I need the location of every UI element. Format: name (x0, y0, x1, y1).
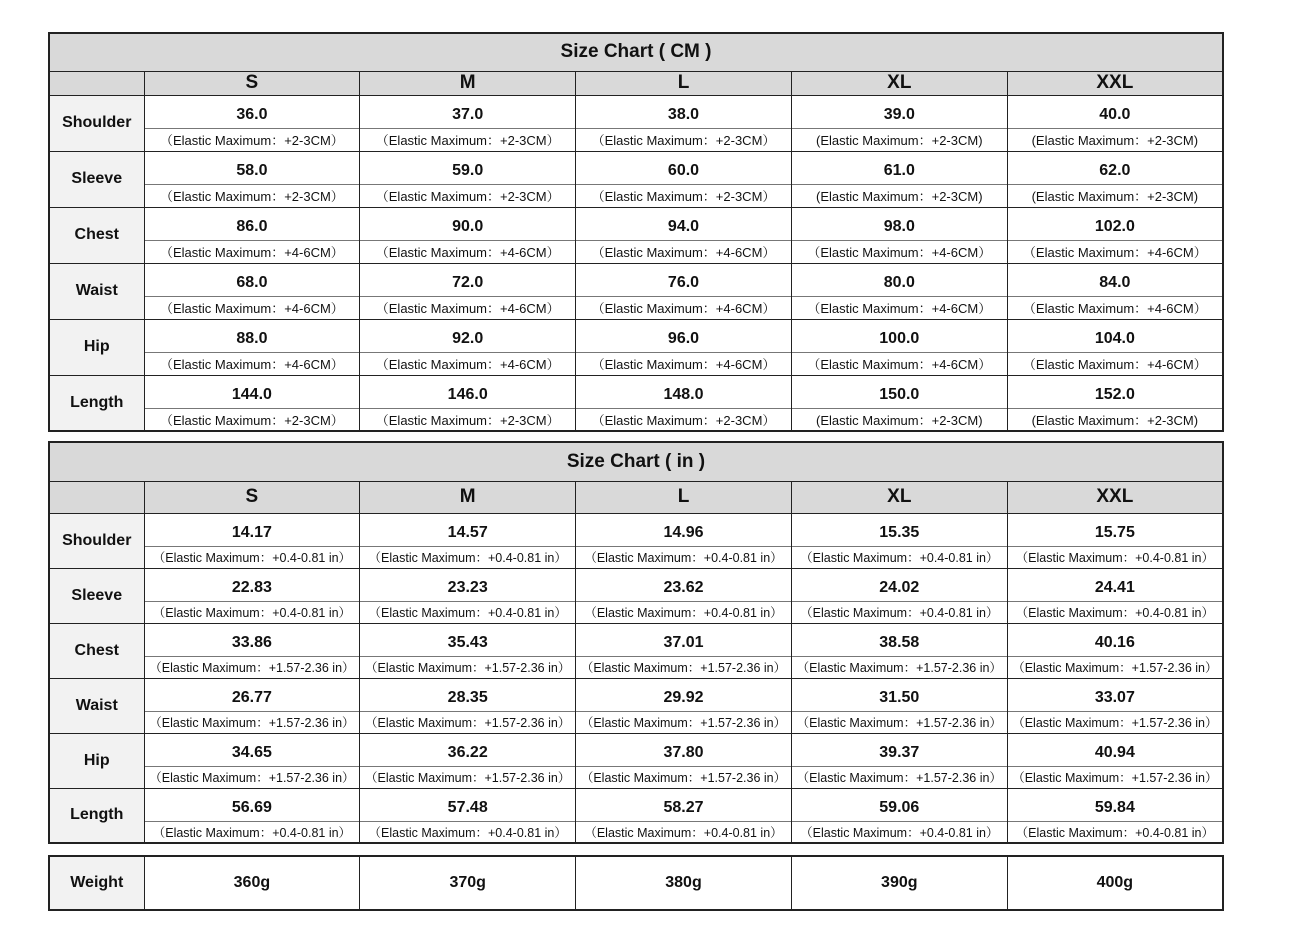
measurement-value: 31.50 (791, 678, 1007, 711)
elastic-note: （Elastic Maximum：+0.4-0.81 in） (791, 601, 1007, 623)
in-header-size: S (144, 481, 360, 513)
elastic-note-row (49, 711, 1223, 733)
size-chart-cm-table (48, 32, 1224, 432)
row-label: Shoulder (49, 513, 144, 568)
measurement-value: 86.0 (144, 207, 360, 240)
measurement-value: 60.0 (576, 151, 792, 184)
measurement-value: 72.0 (360, 263, 576, 296)
elastic-note: (Elastic Maximum：+2-3CM) (1007, 184, 1223, 207)
elastic-note: （Elastic Maximum：+4-6CM） (576, 240, 792, 263)
in-header-corner (49, 481, 144, 513)
measurement-value: 150.0 (791, 375, 1007, 408)
elastic-note: （Elastic Maximum：+0.4-0.81 in） (360, 546, 576, 568)
in-header-size: M (360, 481, 576, 513)
measurement-value: 37.80 (576, 733, 792, 766)
measurement-value: 40.16 (1007, 623, 1223, 656)
row-label: Hip (49, 319, 144, 375)
measurement-value: 40.94 (1007, 733, 1223, 766)
elastic-note: （Elastic Maximum：+1.57-2.36 in） (1007, 656, 1223, 678)
elastic-note-row (49, 240, 1223, 263)
elastic-note: （Elastic Maximum：+1.57-2.36 in） (1007, 711, 1223, 733)
row-label: Hip (49, 733, 144, 788)
row-label: Chest (49, 207, 144, 263)
measurement-value: 39.37 (791, 733, 1007, 766)
measurement-value: 62.0 (1007, 151, 1223, 184)
elastic-note: （Elastic Maximum：+1.57-2.36 in） (144, 711, 360, 733)
measurement-value: 58.27 (576, 788, 792, 821)
elastic-note: （Elastic Maximum：+2-3CM） (144, 408, 360, 431)
elastic-note-row (49, 766, 1223, 788)
measurement-value: 61.0 (791, 151, 1007, 184)
weight-value: 400g (1007, 856, 1223, 910)
elastic-note: （Elastic Maximum：+4-6CM） (360, 352, 576, 375)
elastic-note: (Elastic Maximum：+2-3CM) (1007, 128, 1223, 151)
cm-size-header-row (49, 71, 1223, 95)
elastic-note: （Elastic Maximum：+2-3CM） (360, 184, 576, 207)
in-table-title: Size Chart ( in ) (49, 442, 1223, 481)
elastic-note-row (49, 184, 1223, 207)
cm-table-title: Size Chart ( CM ) (49, 33, 1223, 71)
elastic-note-row (49, 821, 1223, 843)
in-header-size: XL (791, 481, 1007, 513)
row-label: Length (49, 788, 144, 843)
elastic-note: （Elastic Maximum：+0.4-0.81 in） (144, 546, 360, 568)
in-header-size: XXL (1007, 481, 1223, 513)
measurement-value: 58.0 (144, 151, 360, 184)
elastic-note: （Elastic Maximum：+0.4-0.81 in） (360, 601, 576, 623)
row-label: Sleeve (49, 568, 144, 623)
measurement-row (49, 678, 1223, 711)
measurement-value: 100.0 (791, 319, 1007, 352)
measurement-value: 39.0 (791, 95, 1007, 128)
elastic-note: （Elastic Maximum：+1.57-2.36 in） (576, 656, 792, 678)
measurement-value: 144.0 (144, 375, 360, 408)
elastic-note: （Elastic Maximum：+1.57-2.36 in） (791, 656, 1007, 678)
measurement-value: 88.0 (144, 319, 360, 352)
measurement-row (49, 375, 1223, 408)
elastic-note-row (49, 546, 1223, 568)
elastic-note: (Elastic Maximum：+2-3CM) (791, 408, 1007, 431)
elastic-note: （Elastic Maximum：+1.57-2.36 in） (791, 711, 1007, 733)
size-chart-in-table (48, 441, 1224, 844)
weight-value: 360g (144, 856, 360, 910)
measurement-value: 92.0 (360, 319, 576, 352)
measurement-row (49, 151, 1223, 184)
elastic-note: （Elastic Maximum：+0.4-0.81 in） (144, 821, 360, 843)
measurement-value: 104.0 (1007, 319, 1223, 352)
elastic-note: （Elastic Maximum：+1.57-2.36 in） (1007, 766, 1223, 788)
measurement-value: 36.22 (360, 733, 576, 766)
elastic-note: （Elastic Maximum：+1.57-2.36 in） (144, 656, 360, 678)
measurement-value: 148.0 (576, 375, 792, 408)
measurement-row (49, 513, 1223, 546)
measurement-value: 57.48 (360, 788, 576, 821)
measurement-value: 76.0 (576, 263, 792, 296)
measurement-value: 15.75 (1007, 513, 1223, 546)
elastic-note: （Elastic Maximum：+0.4-0.81 in） (576, 821, 792, 843)
elastic-note-row (49, 352, 1223, 375)
measurement-value: 38.58 (791, 623, 1007, 656)
elastic-note: （Elastic Maximum：+0.4-0.81 in） (576, 546, 792, 568)
elastic-note: （Elastic Maximum：+4-6CM） (576, 352, 792, 375)
measurement-value: 68.0 (144, 263, 360, 296)
elastic-note: （Elastic Maximum：+1.57-2.36 in） (144, 766, 360, 788)
measurement-row (49, 319, 1223, 352)
elastic-note: （Elastic Maximum：+1.57-2.36 in） (791, 766, 1007, 788)
elastic-note: （Elastic Maximum：+2-3CM） (576, 408, 792, 431)
elastic-note: (Elastic Maximum：+2-3CM) (1007, 408, 1223, 431)
weight-value: 370g (360, 856, 576, 910)
elastic-note: （Elastic Maximum：+0.4-0.81 in） (1007, 821, 1223, 843)
measurement-value: 40.0 (1007, 95, 1223, 128)
measurement-value: 23.62 (576, 568, 792, 601)
measurement-value: 38.0 (576, 95, 792, 128)
measurement-value: 34.65 (144, 733, 360, 766)
measurement-value: 37.0 (360, 95, 576, 128)
cm-header-corner (49, 71, 144, 95)
elastic-note: （Elastic Maximum：+1.57-2.36 in） (360, 766, 576, 788)
weight-table (48, 855, 1224, 911)
measurement-value: 80.0 (791, 263, 1007, 296)
elastic-note: （Elastic Maximum：+2-3CM） (360, 128, 576, 151)
elastic-note: （Elastic Maximum：+2-3CM） (144, 128, 360, 151)
elastic-note: （Elastic Maximum：+1.57-2.36 in） (576, 711, 792, 733)
measurement-value: 98.0 (791, 207, 1007, 240)
measurement-value: 14.17 (144, 513, 360, 546)
measurement-value: 59.0 (360, 151, 576, 184)
elastic-note: （Elastic Maximum：+0.4-0.81 in） (1007, 601, 1223, 623)
elastic-note: （Elastic Maximum：+1.57-2.36 in） (360, 656, 576, 678)
elastic-note: （Elastic Maximum：+4-6CM） (144, 240, 360, 263)
weight-row (49, 856, 1223, 910)
elastic-note: （Elastic Maximum：+0.4-0.81 in） (791, 821, 1007, 843)
measurement-value: 24.41 (1007, 568, 1223, 601)
measurement-value: 90.0 (360, 207, 576, 240)
measurement-value: 26.77 (144, 678, 360, 711)
elastic-note: （Elastic Maximum：+4-6CM） (144, 352, 360, 375)
row-label: Waist (49, 678, 144, 733)
measurement-value: 36.0 (144, 95, 360, 128)
measurement-value: 14.96 (576, 513, 792, 546)
elastic-note: （Elastic Maximum：+4-6CM） (791, 296, 1007, 319)
measurement-value: 94.0 (576, 207, 792, 240)
elastic-note: （Elastic Maximum：+4-6CM） (791, 352, 1007, 375)
weight-value: 390g (791, 856, 1007, 910)
measurement-value: 59.84 (1007, 788, 1223, 821)
elastic-note-row (49, 601, 1223, 623)
elastic-note: （Elastic Maximum：+2-3CM） (576, 128, 792, 151)
elastic-note: （Elastic Maximum：+2-3CM） (144, 184, 360, 207)
weight-value: 380g (576, 856, 792, 910)
elastic-note: （Elastic Maximum：+1.57-2.36 in） (360, 711, 576, 733)
measurement-row (49, 568, 1223, 601)
measurement-row (49, 623, 1223, 656)
measurement-value: 15.35 (791, 513, 1007, 546)
elastic-note-row (49, 296, 1223, 319)
measurement-value: 146.0 (360, 375, 576, 408)
measurement-value: 14.57 (360, 513, 576, 546)
elastic-note: （Elastic Maximum：+4-6CM） (791, 240, 1007, 263)
measurement-value: 35.43 (360, 623, 576, 656)
elastic-note: （Elastic Maximum：+0.4-0.81 in） (1007, 546, 1223, 568)
measurement-row (49, 788, 1223, 821)
measurement-value: 29.92 (576, 678, 792, 711)
elastic-note: （Elastic Maximum：+0.4-0.81 in） (360, 821, 576, 843)
cm-header-size: XXL (1007, 71, 1223, 95)
cm-header-size: M (360, 71, 576, 95)
measurement-value: 152.0 (1007, 375, 1223, 408)
measurement-value: 23.23 (360, 568, 576, 601)
elastic-note: （Elastic Maximum：+2-3CM） (576, 184, 792, 207)
measurement-value: 33.86 (144, 623, 360, 656)
measurement-value: 37.01 (576, 623, 792, 656)
elastic-note: （Elastic Maximum：+1.57-2.36 in） (576, 766, 792, 788)
cm-header-size: L (576, 71, 792, 95)
elastic-note: （Elastic Maximum：+0.4-0.81 in） (576, 601, 792, 623)
measurement-row (49, 263, 1223, 296)
elastic-note: （Elastic Maximum：+0.4-0.81 in） (144, 601, 360, 623)
elastic-note-row (49, 656, 1223, 678)
measurement-value: 56.69 (144, 788, 360, 821)
row-label: Chest (49, 623, 144, 678)
measurement-row (49, 207, 1223, 240)
elastic-note: （Elastic Maximum：+4-6CM） (144, 296, 360, 319)
row-label: Length (49, 375, 144, 431)
elastic-note: （Elastic Maximum：+4-6CM） (576, 296, 792, 319)
measurement-value: 59.06 (791, 788, 1007, 821)
measurement-row (49, 733, 1223, 766)
weight-label: Weight (49, 856, 144, 910)
in-size-header-row (49, 481, 1223, 513)
measurement-value: 96.0 (576, 319, 792, 352)
elastic-note: （Elastic Maximum：+4-6CM） (360, 296, 576, 319)
elastic-note-row (49, 128, 1223, 151)
measurement-value: 28.35 (360, 678, 576, 711)
measurement-value: 22.83 (144, 568, 360, 601)
cm-header-size: S (144, 71, 360, 95)
elastic-note: （Elastic Maximum：+2-3CM） (360, 408, 576, 431)
elastic-note: (Elastic Maximum：+2-3CM) (791, 184, 1007, 207)
row-label: Sleeve (49, 151, 144, 207)
measurement-value: 84.0 (1007, 263, 1223, 296)
measurement-row (49, 95, 1223, 128)
elastic-note-row (49, 408, 1223, 431)
row-label: Shoulder (49, 95, 144, 151)
row-label: Waist (49, 263, 144, 319)
elastic-note: （Elastic Maximum：+4-6CM） (1007, 352, 1223, 375)
measurement-value: 102.0 (1007, 207, 1223, 240)
measurement-value: 24.02 (791, 568, 1007, 601)
cm-header-size: XL (791, 71, 1007, 95)
elastic-note: （Elastic Maximum：+4-6CM） (1007, 296, 1223, 319)
in-header-size: L (576, 481, 792, 513)
measurement-value: 33.07 (1007, 678, 1223, 711)
elastic-note: （Elastic Maximum：+4-6CM） (360, 240, 576, 263)
elastic-note: （Elastic Maximum：+0.4-0.81 in） (791, 546, 1007, 568)
elastic-note: （Elastic Maximum：+4-6CM） (1007, 240, 1223, 263)
elastic-note: (Elastic Maximum：+2-3CM) (791, 128, 1007, 151)
